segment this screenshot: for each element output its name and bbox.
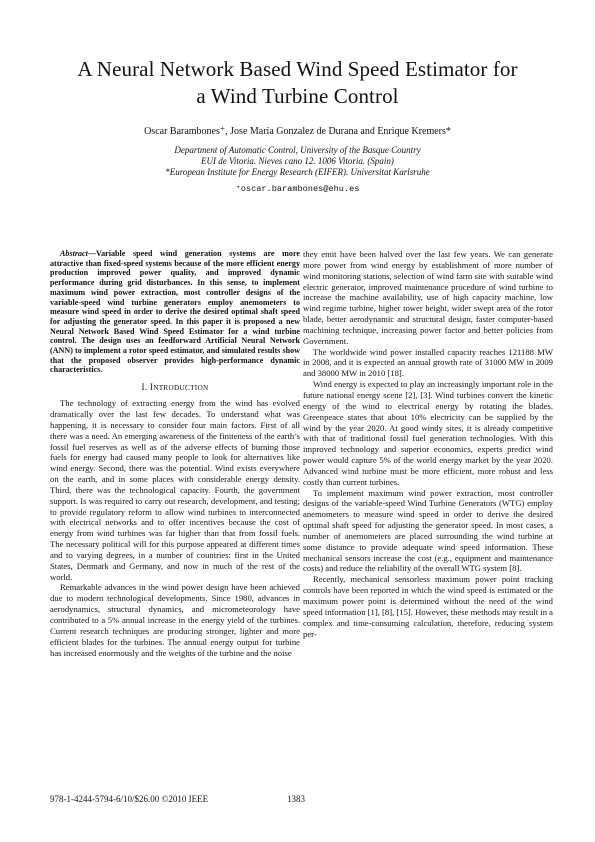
section-heading-introduction: I. INTRODUCTION	[141, 382, 209, 393]
right-paragraph-1: they emit have been halved over the last few years. We can generate more power from wind energy by establishment of more number of wind monitoring stations, selection of wind farm site with suitable wind electric generator, improved maintenance procedure of wind turbine to increase the machine availability, use of high capacity machine, low wind regime turbine, higher tower height, wider swept area of the rotor blade, better aerodynamic and structural design, faster computer-based machining technique, increasing power factor and better policies from Government.	[303, 249, 553, 346]
intro-paragraph-2: Remarkable advances in the wind power design have been achieved due to modern technological developments. Since 1980, advances in aerodynamics, structural dynamics, and micrometeorology have contributed to a 5% annual increase in the energy yield of the turbines. Current research techniques are producing stronger, lighter and more efficient blades for the turbines. The annual energy output for turbine has increased enormously and the weights of the turbine and the noise	[50, 582, 300, 658]
abstract-text: —Variable speed wind generation systems are more attractive than fixed-speed systems because of the more efficient energy production improved power quality, and improved dynamic performance during grid disturbances. In this sense, to implement maximum wind power extraction, most controller designs of the variable-speed wind turbine generators employ anemometers to measure wind speed in order to derive the desired optimal shaft speed for adjusting the generator speed. In this paper it is proposed a new Neural Network Based Wind Speed Estimator for a wind turbine control. The design uses an feedforward Artificial Neural Network (ANN) to implement a rotor speed estimator, and simulated results show that the proposed observer provides high-performance dynamic characteristics.	[50, 249, 300, 375]
affiliation-1: Department of Automatic Control, University of the Basque Country	[174, 145, 421, 155]
author-list: Oscar Barambones⁺, Jose Maria Gonzalez de Durana and Enrique Kremers*	[144, 126, 451, 137]
copyright-notice: 978-1-4244-5794-6/10/$26.00 ©2010 IEEE	[50, 794, 209, 804]
left-column	[50, 249, 300, 658]
author-email: ⁺oscar.barambones@ehu.es	[235, 184, 360, 194]
title-line-1: A Neural Network Based Wind Speed Estimator for	[77, 57, 518, 81]
abstract-label: Abstract	[60, 249, 88, 258]
paper-title	[30, 56, 565, 110]
affiliation-2: EUI de Vitoria. Nieves cano 12. 1006 Vitoria. (Spain)	[201, 156, 394, 166]
right-paragraph-5: Recently, mechanical sensorless maximum power point tracking controls have been reported in which the wind speed is estimated or the maximum power point is determined without the need of the wind speed information [1], [8], [15]. However, these methods may result in a complex and time-consuming calculation, therefore, reducing system per-	[303, 574, 553, 639]
right-paragraph-3: Wind energy is expected to play an increasingly important role in the future national energy scene [2], [3]. Wind turbines convert the kinetic energy of the wind to electrical energy by rotating the blades. Greenpeace states that about 10% electricity can be supplied by the wind by the year 2020. At good windy sites, it is already competitive with that of traditional fossil fuel generation technologies. With this improved technology and superior economics, experts predict wind power would capture 5% of the world energy market by the year 2020. Advanced wind turbine must be more efficient, more robust and less costly than current turbines.	[303, 379, 553, 487]
intro-paragraph-1: The technology of extracting energy from the wind has evolved dramatically over the last few decades. To understand what was happening, it is necessary to consider four main factors. First of all there was a need. An emerging awareness of the finiteness of the earth’s fossil fuel reserves as well as of the adverse effects of burning those fuels for energy had caused many people to look for alternatives like wind energy. Second, there was the potential. Wind exists everywhere on the earth, and in some places with considerable energy density. Third, there was the technological capacity. Fourth, the government support. Is was required to carry out research, development, and testing; to provide regulatory reform to allow wind turbines to interconnected with electrical networks and to offer incentives because the cost of energy from wind turbines was far higher than that from fossil fuels. The necessary political will for this purpose appeared at different times and to varying degrees, in a number of countries: first in the United States, Denmark and Germany, and now in much of the rest of the world.	[50, 398, 300, 582]
affiliation-3: *European Institute for Energy Research (EIFER). Universitat Karlsruhe	[165, 167, 430, 177]
abstract	[50, 249, 300, 375]
right-paragraph-4: To implement maximum wind power extraction, most controller designs of the variable-speed Wind Turbine Generators (WTG) employ anemometers to measure wind speed in order to derive the desired optimal shaft speed for adjusting the generator speed. In most cases, a number of anemometers are placed surrounding the wind turbine at some distance to provide adequate wind speed information. These mechanical sensors increase the cost (e.g., equipment and maintenance costs) and reduce the reliability of the overall WTG system [8].	[303, 487, 553, 574]
page-number: 1383	[287, 794, 305, 804]
right-column	[303, 249, 553, 639]
right-paragraph-2: The worldwide wind power installed capacity reaches 121188 MW in 2008, and it is expected an annual growth rate of 31000 MW in 2009 and 38000 MW in 2010 [18].	[303, 346, 553, 379]
title-line-2: a Wind Turbine Control	[196, 84, 399, 108]
